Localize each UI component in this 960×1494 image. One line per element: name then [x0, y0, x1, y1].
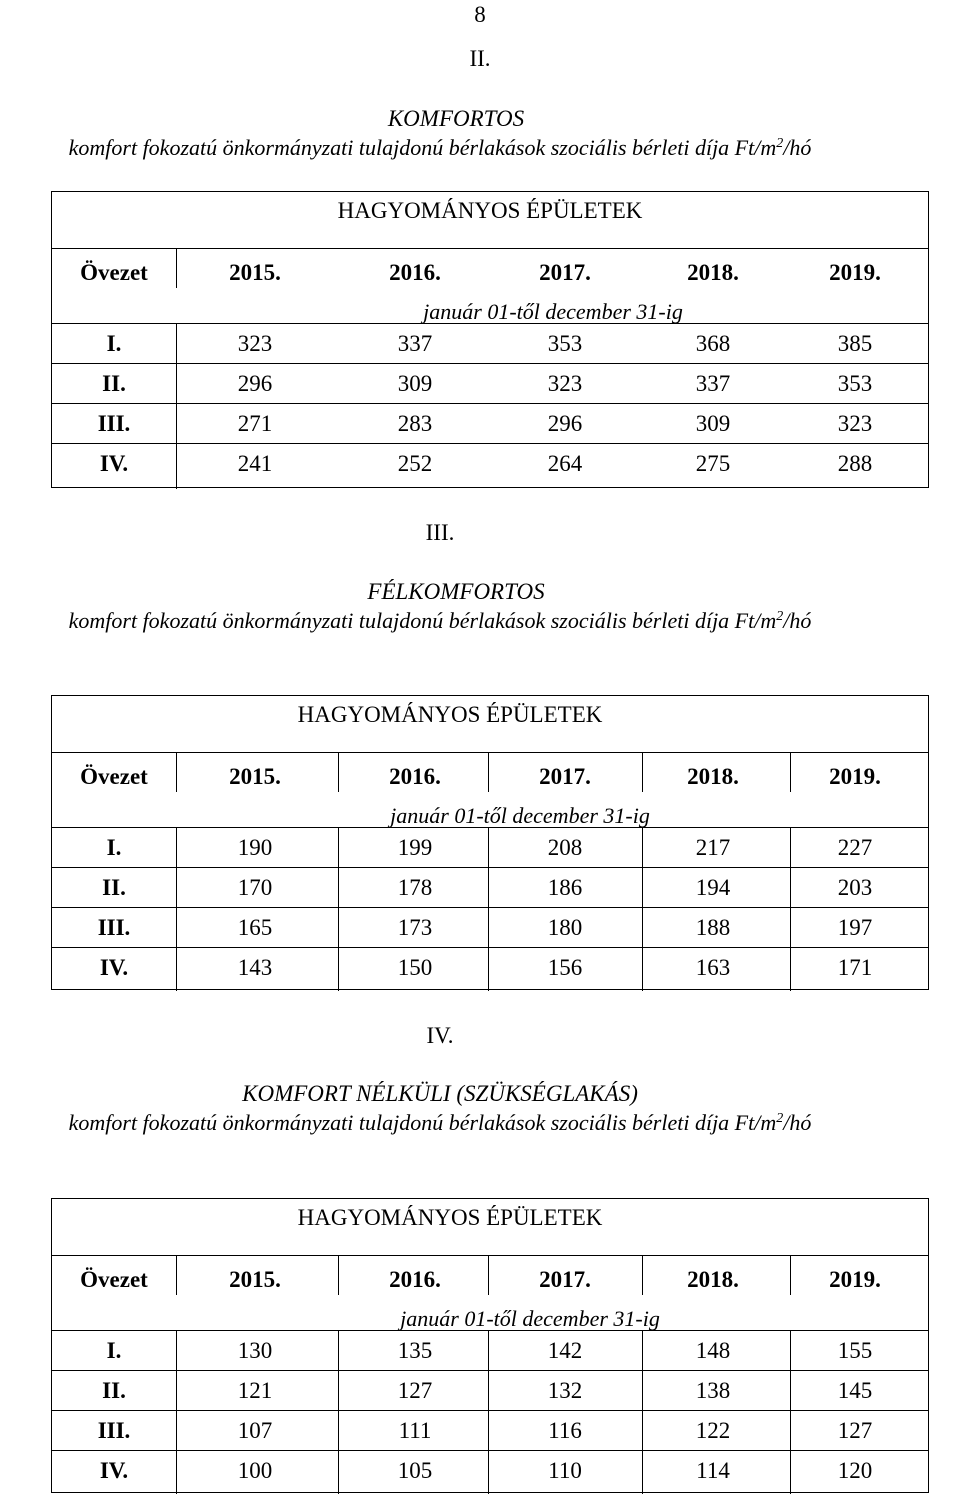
table-row: [52, 947, 928, 989]
rent-value-cell: 227: [837, 835, 873, 860]
table-divider: [790, 1330, 791, 1494]
rent-value-cell: 186: [547, 875, 583, 900]
rent-value-cell: 275: [695, 451, 731, 476]
header-year: 2018.: [687, 260, 739, 285]
table-divider: [52, 752, 928, 753]
table-divider: [338, 827, 339, 991]
rent-value-cell: 120: [837, 1458, 873, 1483]
rent-value-cell: 132: [547, 1378, 583, 1403]
zone-cell: IV.: [99, 1458, 129, 1483]
rent-value-cell: 385: [837, 331, 873, 356]
table-divider: [176, 323, 177, 489]
zone-cell: III.: [97, 1418, 131, 1443]
section-description: komfort fokozatú önkormányzati tulajdonú bérlakások szociális bérleti díja $Ft/m^2/hó$: [68, 1110, 812, 1135]
rent-value-cell: 194: [695, 875, 731, 900]
zone-cell: III.: [97, 411, 131, 436]
table-divider: [642, 1255, 643, 1295]
rent-value-cell: 203: [837, 875, 873, 900]
table-row: [52, 363, 928, 403]
table-divider: [52, 248, 928, 249]
header-year: 2016.: [389, 260, 441, 285]
header-year: 2017.: [539, 1267, 591, 1292]
rent-value-cell: 100: [237, 1458, 273, 1483]
table-divider: [488, 827, 489, 991]
zone-cell: I.: [106, 331, 122, 356]
rent-value-cell: 323: [237, 331, 273, 356]
section-description: komfort fokozatú önkormányzati tulajdonú bérlakások szociális bérleti díja $Ft/m^2/hó$: [68, 135, 812, 160]
rent-value-cell: 165: [237, 915, 273, 940]
validity-period: január 01-től december 31-ig: [390, 803, 650, 828]
rent-value-cell: 116: [548, 1418, 582, 1443]
table-divider: [52, 1255, 928, 1256]
rent-value-cell: 208: [547, 835, 583, 860]
rent-value-cell: 150: [397, 955, 433, 980]
header-year: 2018.: [687, 1267, 739, 1292]
table-divider: [488, 1330, 489, 1494]
rent-value-cell: 368: [695, 331, 731, 356]
rent-value-cell: 309: [695, 411, 731, 436]
rent-value-cell: 353: [547, 331, 583, 356]
table-divider: [488, 752, 489, 792]
rent-value-cell: 271: [237, 411, 273, 436]
zone-cell: IV.: [99, 955, 129, 980]
rent-value-cell: 156: [547, 955, 583, 980]
rent-value-cell: 296: [237, 371, 273, 396]
rent-value-cell: 283: [397, 411, 433, 436]
section-number: II.: [469, 46, 491, 71]
rent-value-cell: 217: [695, 835, 731, 860]
rent-value-cell: 323: [547, 371, 583, 396]
header-year: 2016.: [389, 1267, 441, 1292]
rent-value-cell: 143: [237, 955, 273, 980]
zone-cell: III.: [97, 915, 131, 940]
table-divider: [642, 752, 643, 792]
table-divider: [338, 1330, 339, 1494]
rent-value-cell: 323: [837, 411, 873, 436]
table-divider: [790, 827, 791, 991]
rent-value-cell: 337: [397, 331, 433, 356]
rent-value-cell: 138: [695, 1378, 731, 1403]
rent-value-cell: 252: [397, 451, 433, 476]
zone-cell: II.: [102, 875, 126, 900]
header-zone: Övezet: [80, 260, 148, 285]
rent-value-cell: 111: [398, 1418, 432, 1443]
rent-value-cell: 122: [695, 1418, 731, 1443]
rent-value-cell: 180: [547, 915, 583, 940]
rent-value-cell: 188: [695, 915, 731, 940]
table-row: [52, 907, 928, 947]
header-year: 2015.: [229, 260, 281, 285]
table-row: [52, 1410, 928, 1450]
rent-value-cell: 114: [696, 1458, 730, 1483]
rent-value-cell: 135: [397, 1338, 433, 1363]
rent-value-cell: 296: [547, 411, 583, 436]
rent-value-cell: 241: [237, 451, 273, 476]
header-year: 2018.: [687, 764, 739, 789]
building-type-band: HAGYOMÁNYOS ÉPÜLETEK: [297, 702, 603, 727]
table-divider: [642, 1330, 643, 1494]
table-divider: [642, 827, 643, 991]
header-year: 2015.: [229, 764, 281, 789]
rent-table: [51, 1198, 929, 1493]
rent-value-cell: 127: [397, 1378, 433, 1403]
header-zone: Övezet: [80, 764, 148, 789]
rent-value-cell: 337: [695, 371, 731, 396]
rent-value-cell: 148: [695, 1338, 731, 1363]
rent-value-cell: 145: [837, 1378, 873, 1403]
header-year: 2019.: [829, 260, 881, 285]
page-number: 8: [474, 2, 486, 27]
rent-value-cell: 155: [837, 1338, 873, 1363]
section-number: III.: [425, 520, 455, 545]
rent-value-cell: 105: [397, 1458, 433, 1483]
table-row: [52, 443, 928, 487]
rent-value-cell: 173: [397, 915, 433, 940]
table-divider: [488, 1255, 489, 1295]
table-divider: [176, 1330, 177, 1494]
table-divider: [176, 1255, 177, 1295]
table-divider: [176, 752, 177, 792]
header-year: 2019.: [829, 1267, 881, 1292]
header-year: 2017.: [539, 260, 591, 285]
rent-value-cell: 178: [397, 875, 433, 900]
header-year: 2015.: [229, 1267, 281, 1292]
rent-value-cell: 353: [837, 371, 873, 396]
table-divider: [176, 827, 177, 991]
table-divider: [338, 752, 339, 792]
rent-value-cell: 142: [547, 1338, 583, 1363]
zone-cell: I.: [106, 835, 122, 860]
section-title: FÉLKOMFORTOS: [367, 579, 545, 604]
table-row: [52, 323, 928, 363]
rent-value-cell: 171: [837, 955, 873, 980]
rent-value-cell: 170: [237, 875, 273, 900]
rent-value-cell: 190: [237, 835, 273, 860]
rent-table: [51, 695, 929, 990]
rent-value-cell: 199: [397, 835, 433, 860]
validity-period: január 01-től december 31-ig: [423, 299, 683, 324]
section-description: komfort fokozatú önkormányzati tulajdonú bérlakások szociális bérleti díja $Ft/m^2/hó$: [68, 608, 812, 633]
rent-table: [51, 191, 929, 488]
header-zone: Övezet: [80, 1267, 148, 1292]
section-title: KOMFORTOS: [387, 106, 525, 131]
building-type-band: HAGYOMÁNYOS ÉPÜLETEK: [337, 198, 643, 223]
section-title: KOMFORT NÉLKÜLI (SZÜKSÉGLAKÁS): [242, 1081, 638, 1106]
rent-value-cell: 163: [695, 955, 731, 980]
rent-value-cell: 110: [548, 1458, 582, 1483]
validity-period: január 01-től december 31-ig: [400, 1306, 660, 1331]
table-row: [52, 403, 928, 443]
rent-value-cell: 121: [237, 1378, 273, 1403]
building-type-band: HAGYOMÁNYOS ÉPÜLETEK: [297, 1205, 603, 1230]
header-year: 2017.: [539, 764, 591, 789]
rent-value-cell: 264: [547, 451, 583, 476]
header-year: 2019.: [829, 764, 881, 789]
table-row: [52, 1450, 928, 1492]
rent-value-cell: 197: [837, 915, 873, 940]
rent-value-cell: 107: [237, 1418, 273, 1443]
table-row: [52, 867, 928, 907]
table-divider: [790, 1255, 791, 1295]
rent-value-cell: 288: [837, 451, 873, 476]
zone-cell: I.: [106, 1338, 122, 1363]
zone-cell: II.: [102, 1378, 126, 1403]
table-row: [52, 1330, 928, 1370]
zone-cell: II.: [102, 371, 126, 396]
table-divider: [338, 1255, 339, 1295]
table-row: [52, 1370, 928, 1410]
table-divider: [176, 248, 177, 288]
zone-cell: IV.: [99, 451, 129, 476]
rent-value-cell: 127: [837, 1418, 873, 1443]
header-year: 2016.: [389, 764, 441, 789]
rent-value-cell: 130: [237, 1338, 273, 1363]
table-divider: [790, 752, 791, 792]
section-number: IV.: [426, 1023, 454, 1048]
table-row: [52, 827, 928, 867]
rent-value-cell: 309: [397, 371, 433, 396]
